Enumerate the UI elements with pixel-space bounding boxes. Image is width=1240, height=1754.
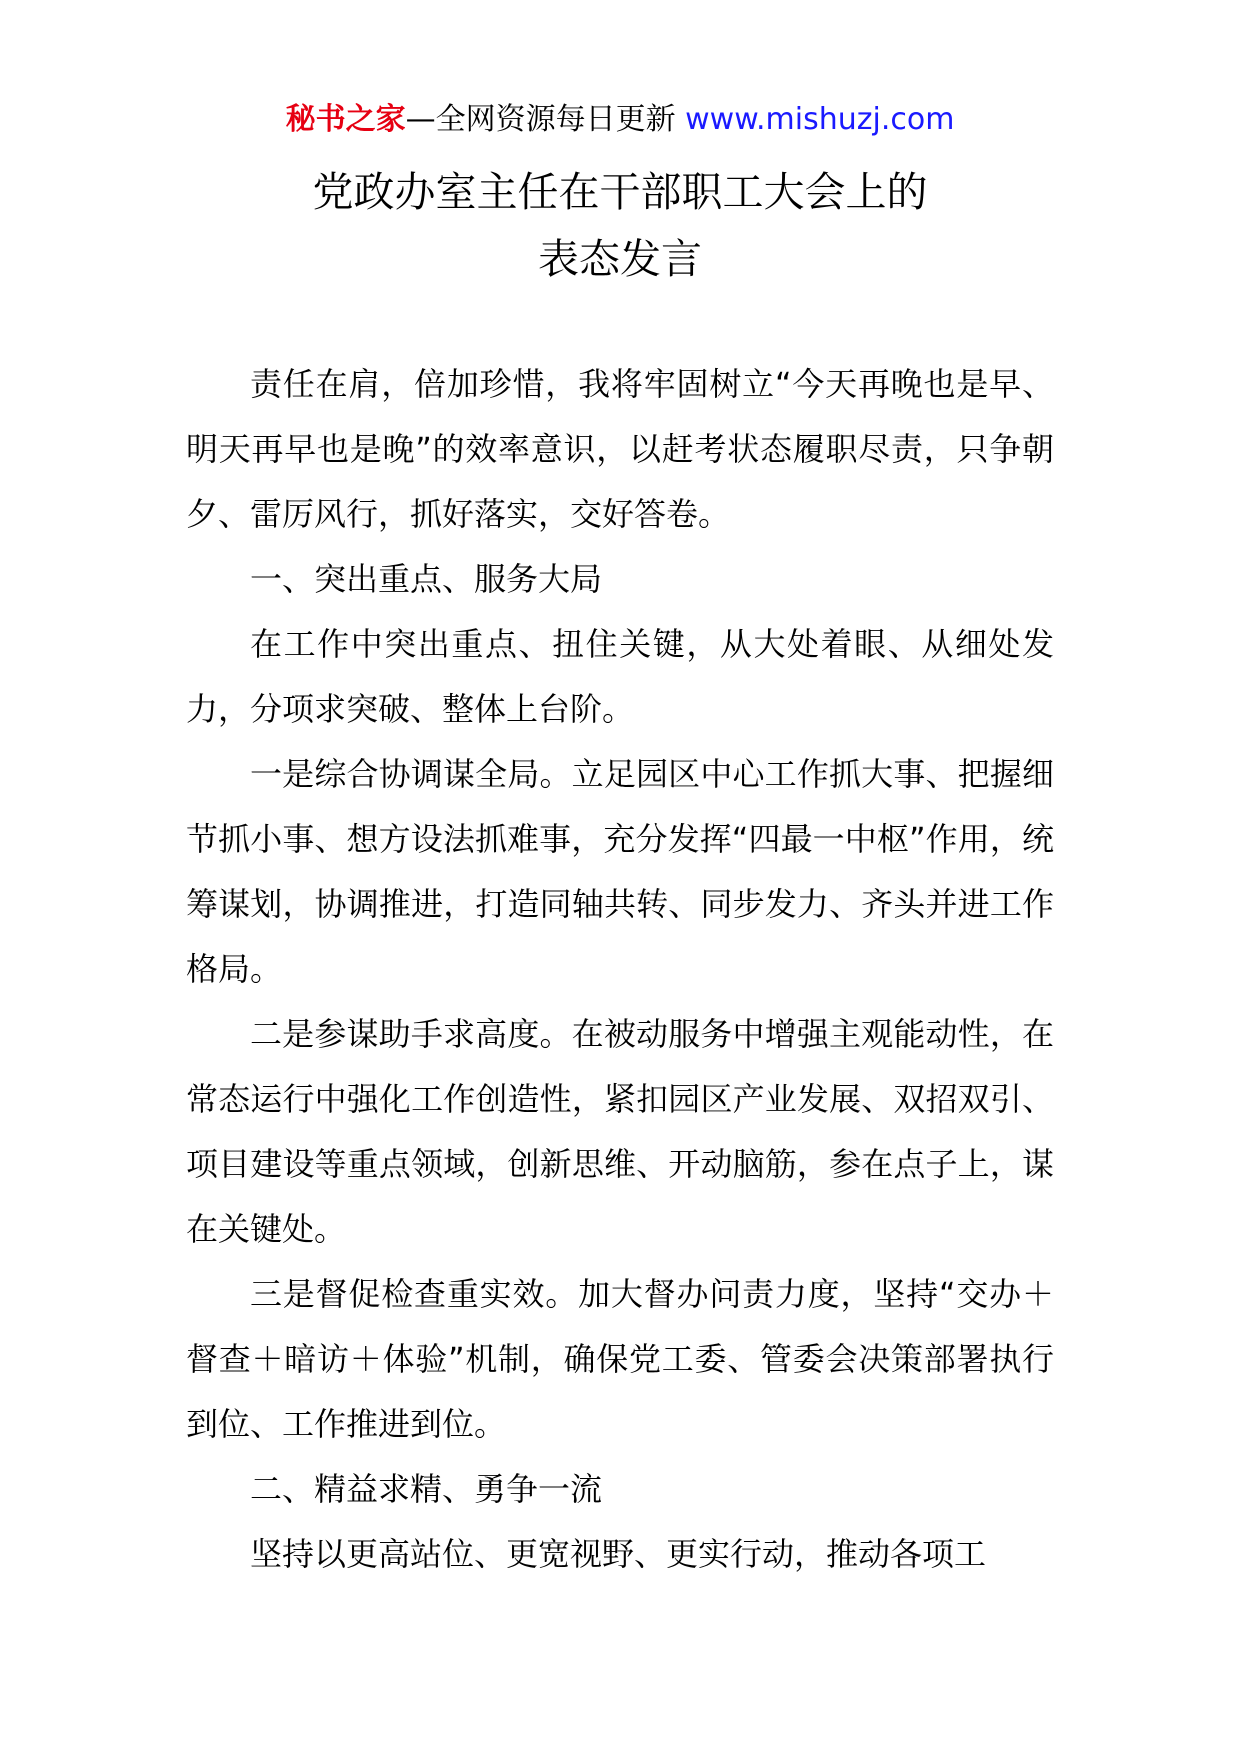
document-body (186, 352, 1054, 1587)
paragraph-point-1: 一是综合协调谋全局。立足园区中心工作抓大事、把握细节抓小事、想方设法抓难事，充分发挥“四最一中枢”作用，统筹谋划，协调推进，打造同轴共转、同步发力、齐头并进工作格局。 (186, 755, 1054, 988)
paragraph-point-3: 三是督促检查重实效。加大督办问责力度，坚持“交办＋督查＋暗访＋体验”机制，确保党工委、管委会决策部署执行到位、工作推进到位。 (186, 1275, 1054, 1443)
paragraph-point-2: 二是参谋助手求高度。在被动服务中增强主观能动性，在常态运行中强化工作创造性，紧扣园区产业发展、双招双引、项目建设等重点领域，创新思维、开动脑筋，参在点子上，谋在关键处。 (186, 1015, 1054, 1248)
site-header (0, 98, 1240, 142)
paragraph-intro: 责任在肩，倍加珍惜，我将牢固树立“今天再晚也是早、明天再早也是晚”的效率意识，以赶考状态履职尽责，只争朝夕、雷厉风行，抓好落实，交好答卷。 (186, 365, 1054, 533)
section-heading-2: 二、精益求精、勇争一流 (250, 1470, 603, 1508)
section-heading-1: 一、突出重点、服务大局 (250, 560, 603, 598)
document-title-line-1: 党政办室主任在干部职工大会上的 (312, 168, 928, 216)
paragraph-section-1-intro: 在工作中突出重点、扭住关键，从大处着眼、从细处发力，分项求突破、整体上台阶。 (186, 625, 1054, 728)
paragraph-section-2-intro: 坚持以更高站位、更宽视野、更实行动，推动各项工 (250, 1535, 987, 1573)
site-url-link[interactable]: www.mishuzj.com (685, 102, 955, 137)
site-name: 秘书之家 (285, 102, 406, 137)
site-slogan: —全网资源每日更新 (405, 102, 676, 137)
document-title-line-2: 表态发言 (538, 235, 702, 283)
